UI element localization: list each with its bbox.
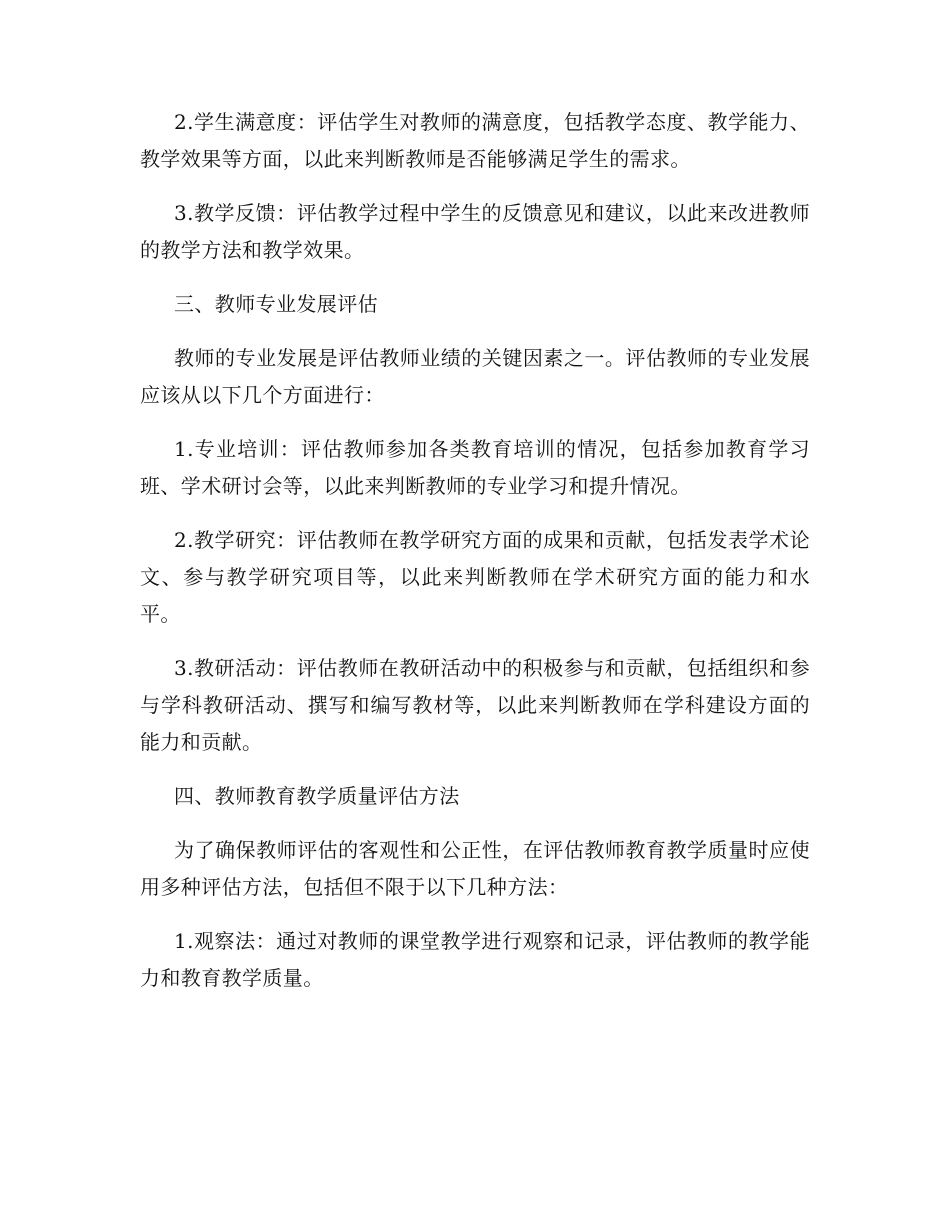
paragraph-teaching-feedback: 3.教学反馈：评估教学过程中学生的反馈意见和建议，以此来改进教师的教学方法和教学效果。	[140, 201, 810, 262]
section-heading-evaluation-methods: 四、教师教育教学质量评估方法	[174, 784, 460, 808]
paragraph-student-satisfaction: 2.学生满意度：评估学生对教师的满意度，包括教学态度、教学能力、教学效果等方面，以此来判断教师是否能够满足学生的需求。	[140, 110, 810, 171]
paragraph-evaluation-methods-intro: 为了确保教师评估的客观性和公正性，在评估教师教育教学质量时应使用多种评估方法，包括但不限于以下几种方法：	[140, 838, 810, 899]
paragraph-observation-method: 1.观察法：通过对教师的课堂教学进行观察和记录，评估教师的教学能力和教育教学质量。	[140, 929, 810, 990]
paragraph-teaching-research-activities: 3.教研活动：评估教师在教研活动中的积极参与和贡献，包括组织和参与学科教研活动、撰写和编写教材等，以此来判断教师在学科建设方面的能力和贡献。	[140, 656, 810, 754]
paragraph-teaching-research: 2.教学研究：评估教师在教学研究方面的成果和贡献，包括发表学术论文、参与教学研究项目等，以此来判断教师在学术研究方面的能力和水平。	[140, 528, 810, 626]
paragraph-professional-training: 1.专业培训：评估教师参加各类教育培训的情况，包括参加教育学习班、学术研讨会等，以此来判断教师的专业学习和提升情况。	[140, 437, 810, 498]
document-body	[140, 104, 810, 1014]
paragraph-professional-development-intro: 教师的专业发展是评估教师业绩的关键因素之一。评估教师的专业发展应该从以下几个方面进行：	[140, 346, 810, 407]
section-heading-professional-development: 三、教师专业发展评估	[174, 292, 378, 316]
